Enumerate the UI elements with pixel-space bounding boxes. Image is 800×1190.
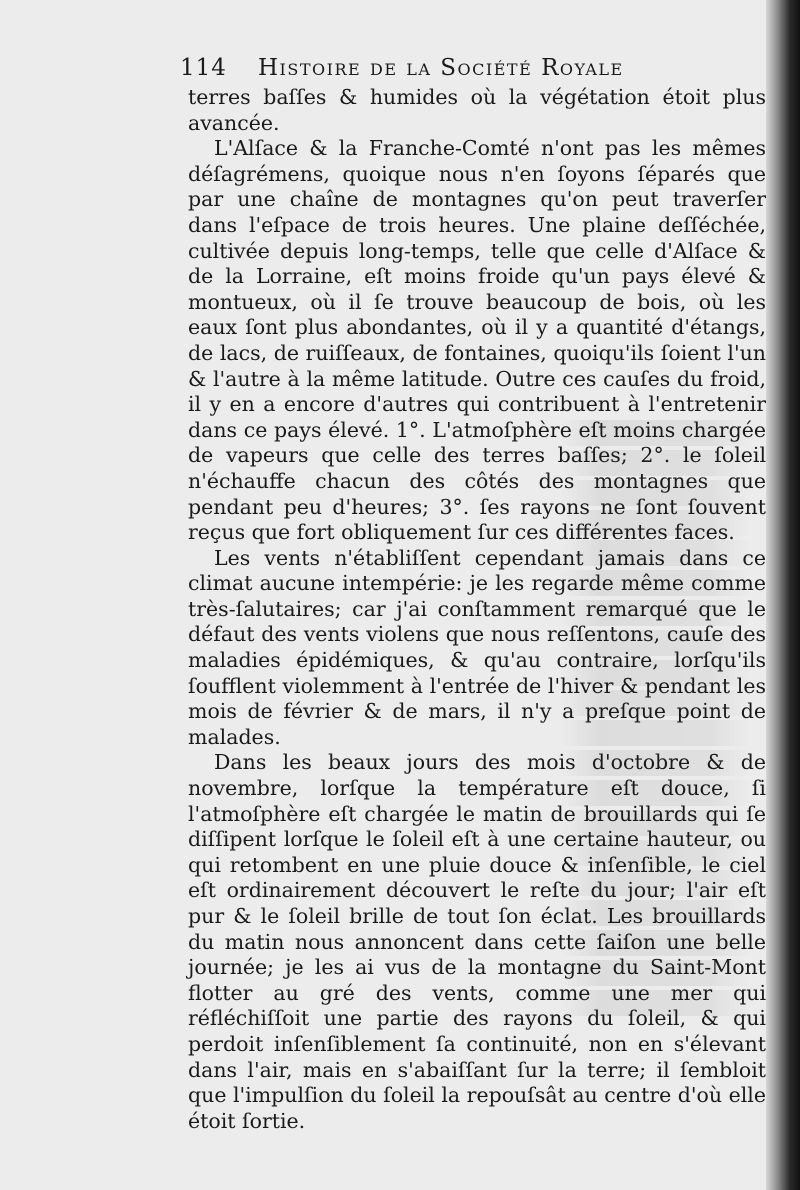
page-edge-shadow xyxy=(766,0,800,1190)
paragraph-beaux-jours: Dans les beaux jours des mois d'octobre & de novembre, lorſque la température eſt douce, ſi l'atmoſphère eſt chargée le matin de brouillards qui ſe diſſipent lorſque le ſoleil eſt à une certaine hauteur, ou qui retombent en une pluie douce & inſenſible, le ciel eſt ordinairement découvert le reſte du jour; l'air eſt pur & le ſoleil brille de tout ſon éclat. Les brouillards du matin nous annoncent dans cette ſaiſon une belle journée; je les ai vus de la montagne du Saint-Mont flotter au gré des vents, comme une mer qui réfléchiſſoit une partie des rayons du ſoleil, & qui perdoit inſenſiblement ſa continuité, non en s'élevant dans l'air, mais en s'abaiſſant ſur la terre; il ſembloit que l'impulſion du ſoleil la repouſsât au centre d'où elle étoit ſortie. xyxy=(188,750,766,1133)
page-number: 114 xyxy=(180,55,227,81)
paragraph-vents: Les vents n'établiſſent cependant jamais dans ce climat aucune intempérie: je les regarde même comme très-ſalutaires; car j'ai conſtamment remarqué que le défaut des vents violens que nous reſſentons, cauſe des maladies épidémiques, & qu'au contraire, lorſqu'ils ſoufflent violemment à l'entrée de l'hiver & pendant les mois de février & de mars, il n'y a preſque point de malades. xyxy=(188,545,766,749)
paragraph-alsace: L'Alſace & la Franche-Comté n'ont pas les mêmes déſagrémens, quoique nous n'en ſoyons ſéparés que par une chaîne de montagnes qu'on peut traverſer dans l'eſpace de trois heures. Une plaine deſſéchée, cultivée depuis long-temps, telle que celle d'Alſace & de la Lorraine, eſt moins froide qu'un pays élevé & montueux, où il ſe trouve beaucoup de bois, où les eaux ſont plus abondantes, où il y a quantité d'étangs, de lacs, de ruiſſeaux, de fontaines, quoiqu'ils ſoient l'un & l'autre à la même latitude. Outre ces cauſes du froid, il y en a encore d'autres qui contribuent à l'entretenir dans ce pays élevé. 1°. L'atmoſphère eſt moins chargée de vapeurs que celle des terres baſſes; 2°. le ſoleil n'échauffe chacun des côtés des montagnes que pendant peu d'heures; 3°. ſes rayons ne ſont ſouvent reçus que fort obliquement ſur ces différentes faces. xyxy=(188,136,766,545)
running-head: Histoire de la Société Royale xyxy=(258,55,624,81)
body-text xyxy=(188,85,766,1134)
paragraph-continuation: terres baſſes & humides où la végétation étoit plus avancée. xyxy=(188,85,766,135)
